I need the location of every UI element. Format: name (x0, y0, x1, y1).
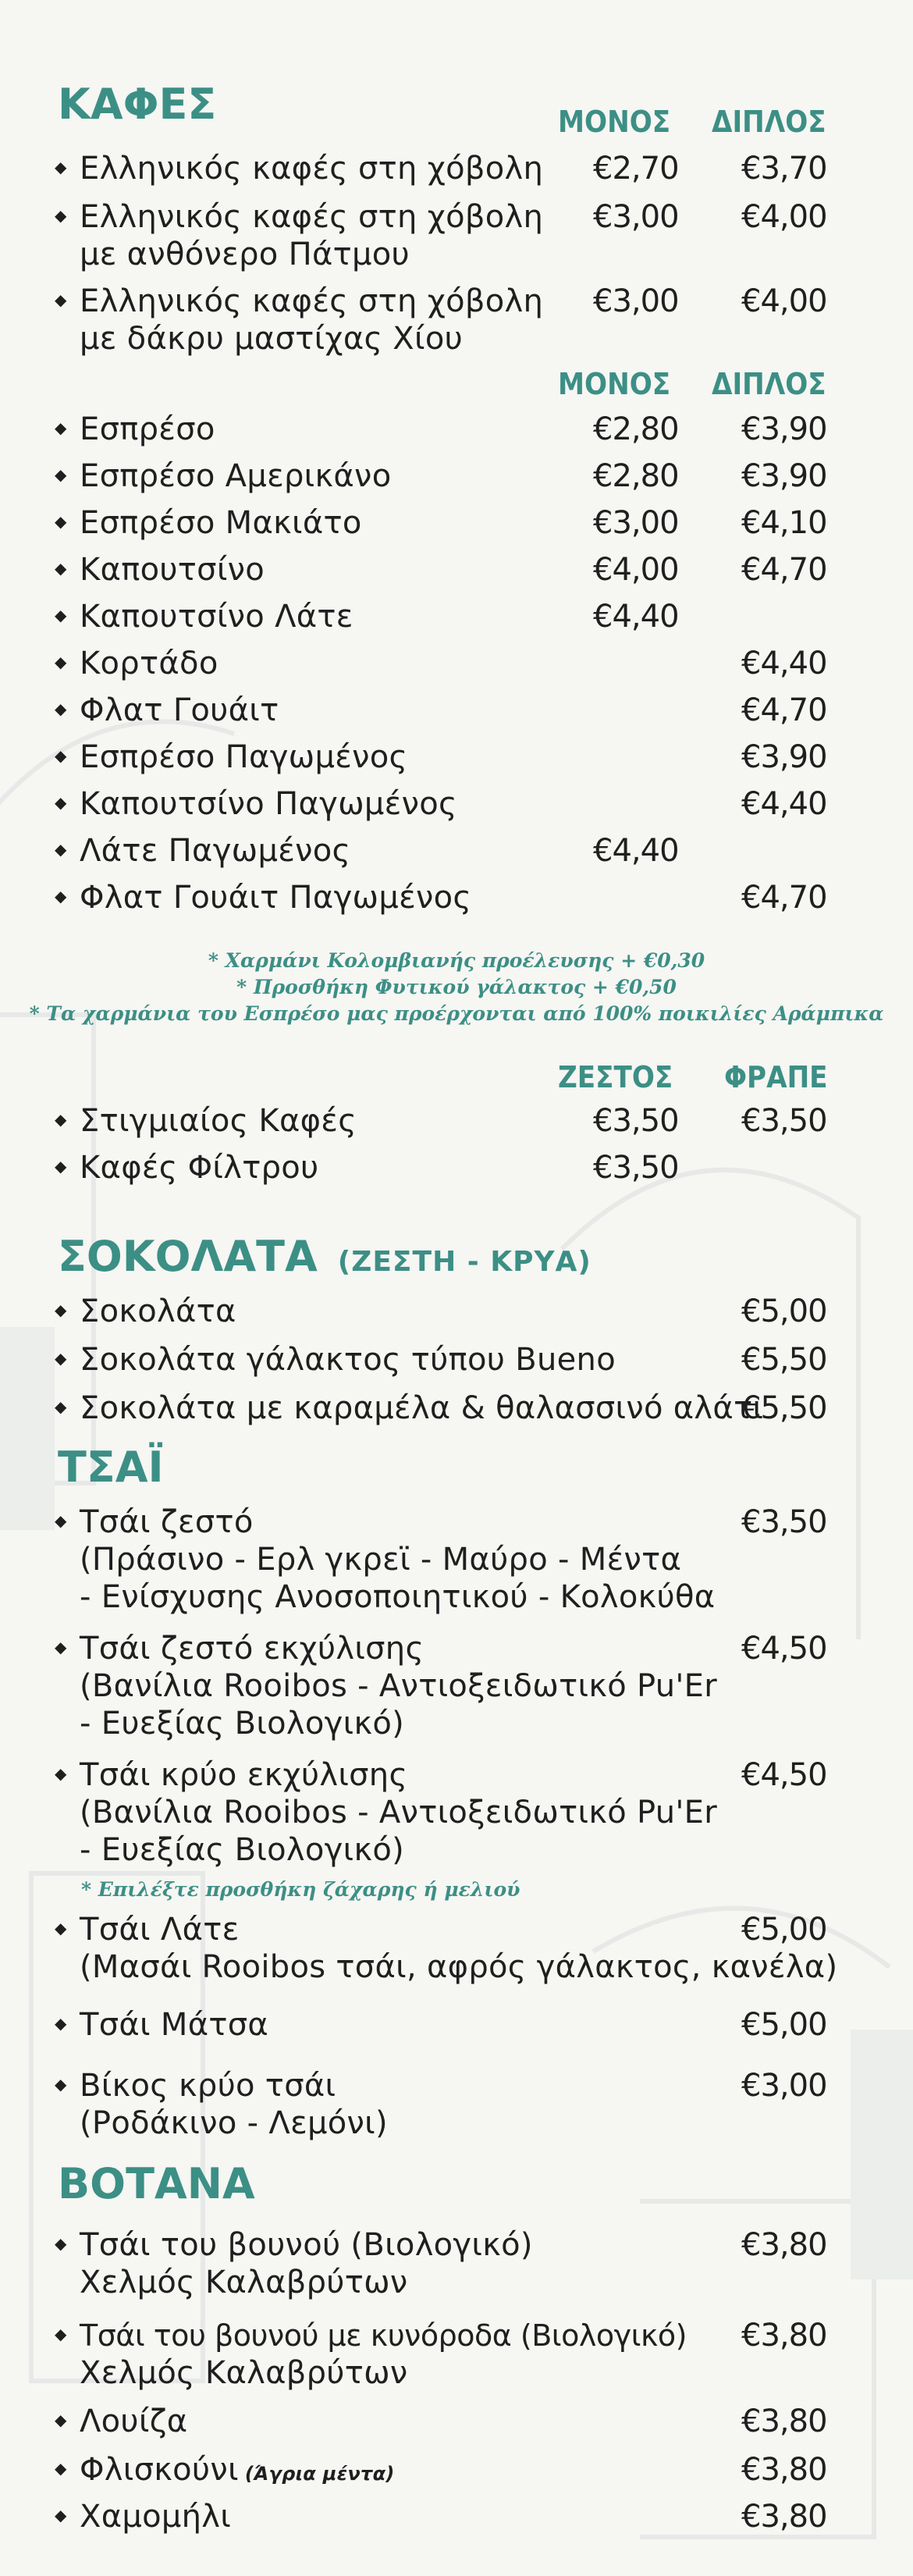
menu-item (55, 2065, 858, 2147)
diamond-bullet-icon: ◆ (55, 1157, 67, 1176)
price-double: €4,70 (741, 552, 827, 588)
price-double: €3,90 (741, 458, 827, 494)
menu-item (55, 643, 858, 684)
diamond-bullet-icon: ◆ (55, 2325, 67, 2343)
item-description: (Ροδάκινο - Λεμόνι) (80, 2105, 388, 2141)
price-double: €3,70 (741, 151, 827, 187)
coffee-column-headers (0, 105, 913, 139)
item-name: Σοκολάτα γάλακτος τύπου Bueno (80, 1342, 616, 1378)
menu-item (55, 1291, 858, 1332)
instant-column-headers (0, 1060, 913, 1094)
item-name: Εσπρέσο Μακιάτο (80, 505, 362, 541)
menu-item (55, 2401, 858, 2442)
menu-item (55, 2005, 858, 2045)
item-description: (Βανίλια Rooibos - Αντιοξειδωτικό Pu'Er (80, 1795, 717, 1831)
diamond-bullet-icon: ◆ (55, 793, 67, 812)
chocolate-section-title (58, 1233, 591, 1286)
item-price: €5,00 (741, 2007, 827, 2043)
price-hot: €3,50 (593, 1150, 679, 1186)
price-double: €4,70 (741, 880, 827, 916)
column-header-hot: ΖΕΣΤΟΣ (558, 1060, 673, 1094)
price-double: €4,00 (741, 283, 827, 319)
column-header-frappe: ΦΡΑΠΕ (724, 1060, 828, 1094)
menu-item (55, 456, 858, 496)
item-name: Ελληνικός καφές στη χόβολη (80, 283, 544, 319)
item-name: Σοκολάτα (80, 1293, 236, 1329)
diamond-bullet-icon: ◆ (55, 1638, 67, 1656)
price-single: €3,00 (593, 283, 679, 319)
item-description: - Ευεξίας Βιολογικό) (80, 1832, 405, 1868)
menu-item (55, 1755, 858, 1877)
item-name-wrapper (80, 2450, 395, 2494)
item-name: Καπουτσίνο (80, 552, 265, 588)
item-name: Καπουτσίνο Παγωμένος (80, 786, 457, 822)
item-price: €3,50 (741, 1504, 827, 1540)
item-name: Εσπρέσο Αμερικάνο (80, 458, 392, 494)
menu-item (55, 831, 858, 871)
price-hot: €3,50 (593, 1103, 679, 1139)
item-price: €3,80 (741, 2452, 827, 2488)
menu-item (55, 1502, 858, 1624)
item-description: Χελμός Καλαβρύτων (80, 2355, 408, 2391)
chocolate-subtitle: (ΖΕΣΤΗ - ΚΡΥΑ) (337, 1246, 591, 1278)
diamond-bullet-icon: ◆ (55, 418, 67, 437)
coffee-note: * Προσθήκη Φυτικού γάλακτος + €0,50 (236, 976, 677, 998)
item-name: Τσάι του βουνού με κυνόροδα (Βιολογικό) (80, 2318, 687, 2353)
diamond-bullet-icon: ◆ (55, 1397, 67, 1416)
menu-item (55, 1388, 858, 1429)
diamond-bullet-icon: ◆ (55, 1511, 67, 1530)
column-header-double: ΔΙΠΛΟΣ (712, 105, 826, 139)
item-price: €3,80 (741, 2318, 827, 2354)
column-header-single: ΜΟΝΟΣ (558, 105, 671, 139)
diamond-bullet-icon: ◆ (55, 1764, 67, 1783)
item-name: Κορτάδο (80, 646, 218, 681)
item-name: Εσπρέσο Παγωμένος (80, 739, 408, 775)
diamond-bullet-icon: ◆ (55, 206, 67, 225)
menu-item (55, 2225, 858, 2306)
menu-item (55, 877, 858, 918)
column-header-double: ΔΙΠΛΟΣ (712, 367, 826, 401)
price-double: €3,90 (741, 739, 827, 775)
menu-item (55, 1628, 858, 1750)
menu-item (55, 2315, 858, 2396)
item-name: Φλισκούνι (80, 2452, 239, 2488)
price-double: €4,70 (741, 692, 827, 728)
column-header-single: ΜΟΝΟΣ (558, 367, 671, 401)
diamond-bullet-icon: ◆ (55, 2411, 67, 2429)
item-description: Χελμός Καλαβρύτων (80, 2265, 408, 2300)
diamond-bullet-icon: ◆ (55, 2014, 67, 2033)
item-name: Ελληνικός καφές στη χόβολη (80, 199, 544, 235)
menu-item (55, 1340, 858, 1380)
menu-item (55, 690, 858, 731)
item-price: €4,50 (741, 1757, 827, 1793)
menu-item (55, 148, 858, 189)
menu-item (55, 737, 858, 777)
item-name: Σοκολάτα με καραμέλα & θαλασσινό αλάτι (80, 1390, 764, 1426)
item-name: Λάτε Παγωμένος (80, 833, 351, 869)
diamond-bullet-icon: ◆ (55, 290, 67, 309)
item-name: Τσάι κρύο εκχύλισης (80, 1757, 408, 1793)
price-double: €4,40 (741, 786, 827, 822)
price-double: €4,10 (741, 505, 827, 541)
diamond-bullet-icon: ◆ (55, 559, 67, 578)
coffee-section-title: ΚΑΦΕΣ (58, 80, 217, 129)
tea-section-title: ΤΣΑΪ (58, 1443, 164, 1492)
menu-item (55, 197, 858, 278)
tea-note: * Επιλέξτε προσθήκη ζάχαρης ή μελιού (81, 1878, 520, 1901)
menu-item (55, 2450, 858, 2490)
coffee-note: * Χαρμάνι Κολομβιανής προέλευσης + €0,30 (208, 949, 705, 972)
menu-item (55, 784, 858, 824)
item-note: (Άγρια μέντα) (244, 2463, 395, 2485)
item-description: (Μασάι Rooibos τσάι, αφρός γάλακτος, κανέλα) (80, 1949, 838, 1985)
item-price: €5,50 (741, 1342, 827, 1378)
item-name: Λουίζα (80, 2403, 188, 2439)
diamond-bullet-icon: ◆ (55, 2506, 67, 2524)
item-name: Τσάι του βουνού (Βιολογικό) (80, 2227, 533, 2263)
chocolate-title: ΣΟΚΟΛΑΤΑ (58, 1232, 318, 1281)
item-description: (Πράσινο - Ερλ γκρεϊ - Μαύρο - Μέντα (80, 1542, 682, 1578)
menu-item (55, 409, 858, 450)
menu-item (55, 1147, 858, 1188)
menu-item (55, 550, 858, 590)
item-price: €5,50 (741, 1390, 827, 1426)
item-name: Εσπρέσο (80, 411, 215, 447)
item-price: €5,00 (741, 1912, 827, 1948)
diamond-bullet-icon: ◆ (55, 746, 67, 765)
diamond-bullet-icon: ◆ (55, 887, 67, 906)
item-name: Τσάι Λάτε (80, 1912, 240, 1948)
diamond-bullet-icon: ◆ (55, 2075, 67, 2094)
diamond-bullet-icon: ◆ (55, 158, 67, 176)
herbs-section-title: ΒΟΤΑΝΑ (58, 2159, 255, 2208)
coffee-notes (0, 948, 913, 1027)
price-single: €2,80 (593, 411, 679, 447)
diamond-bullet-icon: ◆ (55, 606, 67, 624)
item-price: €5,00 (741, 1293, 827, 1329)
item-description: με ανθόνερο Πάτμου (80, 237, 410, 272)
item-description: (Βανίλια Rooibos - Αντιοξειδωτικό Pu'Er (80, 1668, 717, 1704)
price-frappe: €3,50 (741, 1103, 827, 1139)
item-price: €3,80 (741, 2227, 827, 2263)
espresso-column-headers (0, 367, 913, 401)
menu-item (55, 1909, 858, 1991)
item-description: με δάκρυ μαστίχας Χίου (80, 321, 464, 357)
diamond-bullet-icon: ◆ (55, 699, 67, 718)
diamond-bullet-icon: ◆ (55, 1919, 67, 1937)
item-name: Καφές Φίλτρου (80, 1150, 319, 1186)
item-price: €3,00 (741, 2068, 827, 2104)
item-price: €4,50 (741, 1631, 827, 1667)
price-double: €4,00 (741, 199, 827, 235)
item-description: - Ευεξίας Βιολογικό) (80, 1706, 405, 1742)
menu-item (55, 2496, 858, 2537)
item-name: Καπουτσίνο Λάτε (80, 599, 353, 635)
diamond-bullet-icon: ◆ (55, 465, 67, 484)
menu-item (55, 1101, 858, 1141)
diamond-bullet-icon: ◆ (55, 1110, 67, 1129)
item-name: Τσάι ζεστό εκχύλισης (80, 1631, 425, 1667)
diamond-bullet-icon: ◆ (55, 2234, 67, 2253)
diamond-bullet-icon: ◆ (55, 840, 67, 859)
item-name: Τσάι Μάτσα (80, 2007, 269, 2043)
price-double: €4,40 (741, 646, 827, 681)
item-name: Τσάι ζεστό (80, 1504, 254, 1540)
item-name: Χαμομήλι (80, 2499, 232, 2535)
diamond-bullet-icon: ◆ (55, 512, 67, 531)
item-name: Ελληνικός καφές στη χόβολη (80, 151, 544, 187)
diamond-bullet-icon: ◆ (55, 1300, 67, 1319)
diamond-bullet-icon: ◆ (55, 1349, 67, 1368)
item-price: €3,80 (741, 2499, 827, 2535)
menu-item (55, 596, 858, 637)
diamond-bullet-icon: ◆ (55, 653, 67, 671)
price-single: €2,70 (593, 151, 679, 187)
item-name: Στιγμιαίος Καφές (80, 1103, 357, 1139)
menu-item (55, 281, 858, 362)
item-description: - Ενίσχυσης Ανοσοποιητικού - Κολοκύθα (80, 1579, 716, 1615)
item-name: Φλατ Γουάιτ (80, 692, 279, 728)
price-single: €4,40 (593, 833, 679, 869)
price-single: €3,00 (593, 505, 679, 541)
item-name: Φλατ Γουάιτ Παγωμένος (80, 880, 472, 916)
coffee-note: * Τα χαρμάνια του Εσπρέσο μας προέρχονται από 100% ποικιλίες Αράμπικα (29, 1002, 884, 1025)
price-single: €2,80 (593, 458, 679, 494)
price-single: €4,00 (593, 552, 679, 588)
menu-item (55, 503, 858, 543)
item-name: Βίκος κρύο τσάι (80, 2068, 336, 2104)
diamond-bullet-icon: ◆ (55, 2459, 67, 2478)
price-double: €3,90 (741, 411, 827, 447)
item-price: €3,80 (741, 2403, 827, 2439)
price-single: €4,40 (593, 599, 679, 635)
price-single: €3,00 (593, 199, 679, 235)
